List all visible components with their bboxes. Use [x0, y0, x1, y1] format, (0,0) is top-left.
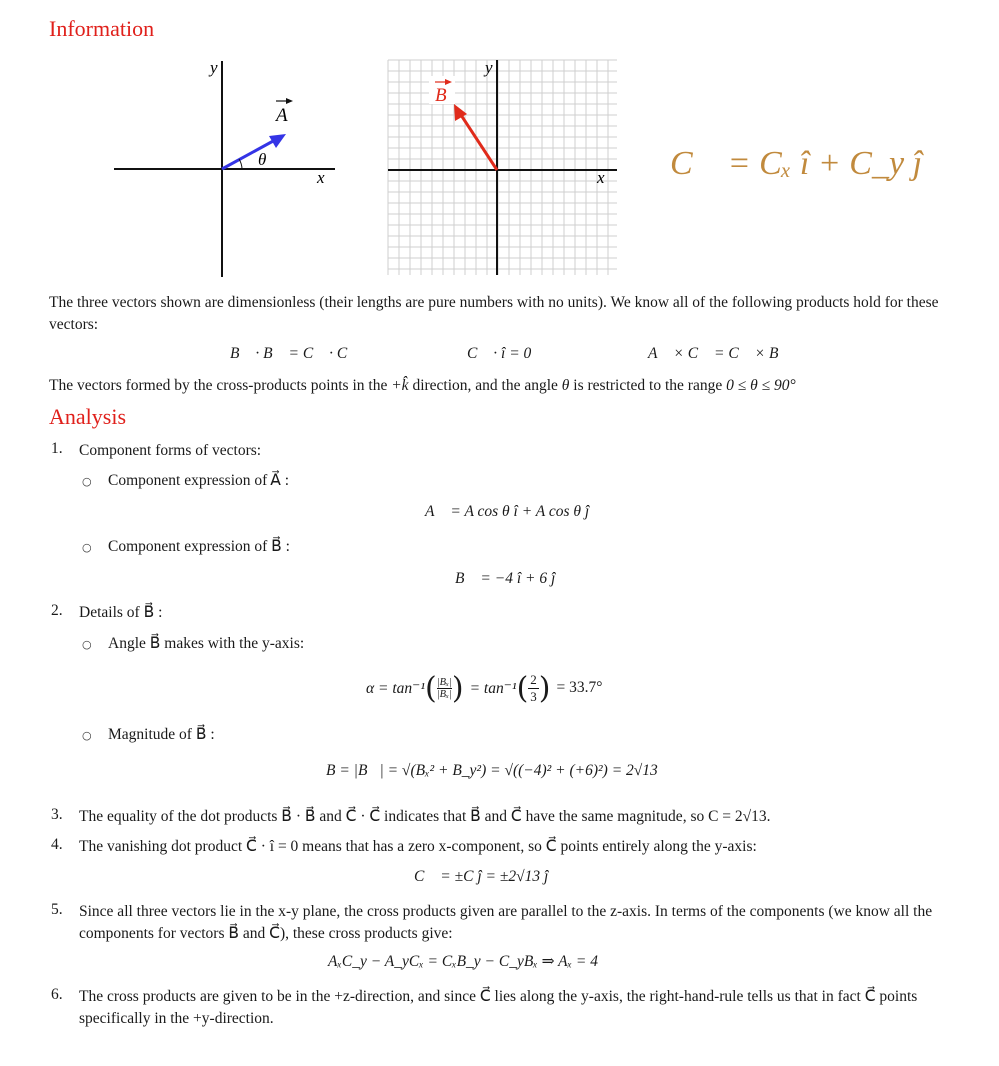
- item-number: 3.: [51, 806, 63, 823]
- sub-item-text: Magnitude of B⃗ :: [108, 726, 215, 743]
- equation-cross-components: AₓC_y − A_yCₓ = CₓB_y − C_yBₓ ⇒ Aₓ = 4: [328, 953, 599, 970]
- x-label-a: x: [317, 168, 325, 187]
- sub-item-text: Component expression of A⃗ :: [108, 472, 290, 489]
- vector-a-label: A: [276, 105, 288, 126]
- equation-magnitude: B = |B⃗| = √(Bₓ² + B_y²) = √((−4)² + (+6)²) = 2√13: [326, 762, 658, 779]
- theta-label: θ: [258, 150, 267, 169]
- equation-a-components: A⃗ = A cos θ î + A cos θ ĵ: [425, 503, 590, 520]
- item-text: The vanishing dot product C⃗ · î = 0 means that has a zero x-component, so C⃗ points entirely along the y-axis:: [79, 838, 757, 855]
- vector-a-figure: [110, 55, 340, 280]
- item-number: 2.: [51, 602, 63, 619]
- item-text: Since all three vectors lie in the x-y plane, the cross products given are parallel to the z-axis. In terms of the components (we know all the components for vectors B⃗ and C⃗), these cross products give:: [79, 903, 933, 942]
- vector-b-label: B: [435, 85, 447, 106]
- x-label-b: x: [597, 168, 605, 187]
- item-number: 1.: [51, 440, 63, 457]
- information-heading: Information: [49, 16, 155, 41]
- item-number: 4.: [51, 836, 63, 853]
- vector-b-line: [461, 115, 497, 170]
- product-dot-bb-cc: B⃗ · B⃗ = C⃗ · C⃗: [230, 345, 360, 362]
- item-number: 5.: [51, 901, 63, 918]
- product-cross: A⃗ × C⃗ = C⃗ × B⃗: [648, 345, 791, 362]
- vector-b-figure: [385, 57, 625, 277]
- equation-c-vector: C⃗ = ±C ĵ = ±2√13 ĵ: [414, 868, 549, 885]
- intro-paragraph: The three vectors shown are dimensionless (their lengths are pure numbers with no units). We know all of the following products hold for these vectors:: [49, 294, 939, 333]
- bullet-icon: ○: [82, 638, 92, 651]
- bullet-icon: ○: [82, 729, 92, 742]
- bullet-icon: ○: [82, 541, 92, 554]
- grid-b: [388, 60, 617, 275]
- item-text: Component forms of vectors:: [79, 442, 262, 459]
- item-text: The cross products are given to be in the +z-direction, and since C⃗ lies along the y-axis, the right-hand-rule tells us that in fact C⃗ points specifically in the +y-direction.: [79, 988, 918, 1027]
- item-text: The equality of the dot products B⃗ · B⃗ and C⃗ · C⃗ indicates that B⃗ and C⃗ have the same magnitude, so C = 2√13.: [79, 808, 771, 825]
- equation-b-components: B⃗ = −4 î + 6 ĵ: [455, 570, 556, 587]
- y-label-b: y: [485, 58, 493, 77]
- vector-a-line: [222, 140, 275, 169]
- sub-item-text: Angle B⃗ makes with the y-axis:: [108, 635, 305, 652]
- bullet-icon: ○: [82, 475, 92, 488]
- equation-angle: α = tan⁻¹ ( |Bₓ| |Bₓ| ) = tan⁻¹ ( 2 3 ) = 33.7°: [366, 670, 603, 706]
- product-dot-ci: C⃗ · î = 0: [467, 345, 532, 362]
- c-component-equation: C⃗ = Cₓ î + C_y ĵ: [670, 145, 923, 182]
- analysis-heading: Analysis: [49, 404, 126, 429]
- item-number: 6.: [51, 986, 63, 1003]
- cross-note: The vectors formed by the cross-products points in the +k̂ direction, and the angle θ is restricted to the range 0 ≤ θ ≤ 90°: [49, 377, 796, 394]
- y-label-a: y: [210, 58, 218, 77]
- sub-item-text: Component expression of B⃗ :: [108, 538, 290, 555]
- item-text: Details of B⃗ :: [79, 604, 163, 621]
